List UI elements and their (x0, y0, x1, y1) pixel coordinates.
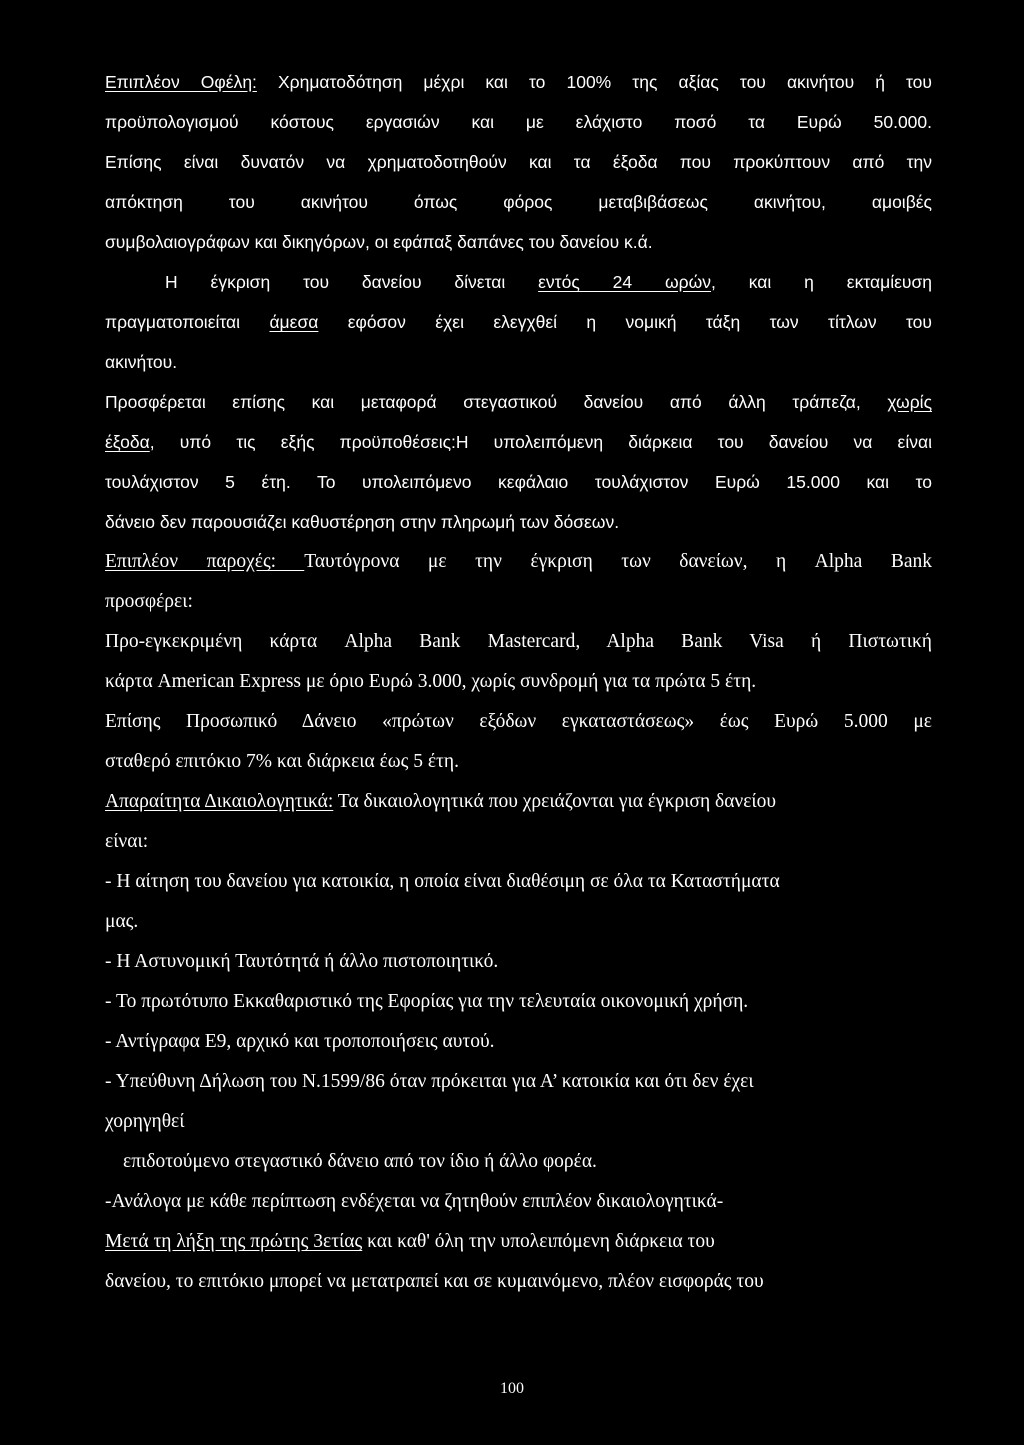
text-span: Προ-εγκεκριμένη κάρτα Alpha Bank Mastercard, Alpha Bank Visa ή Πιστωτική (105, 631, 932, 652)
text-span: - Η Αστυνομική Ταυτότητά ή άλλο πιστοποιητικό. (105, 951, 499, 972)
underlined-text: χωρίς (887, 392, 932, 412)
document-body (105, 62, 932, 1302)
text-line (105, 702, 932, 742)
underlined-text: Επιπλέον Οφέλη: (105, 72, 257, 92)
text-line (105, 1142, 932, 1182)
text-span: - Αντίγραφα Ε9, αρχικό και τροποποιήσεις αυτού. (105, 1031, 495, 1052)
text-line (105, 222, 932, 262)
text-line (105, 342, 932, 382)
text-span: τουλάχιστον 5 έτη. Το υπολειπόμενο κεφάλαιο τουλάχιστον Ευρώ 15.000 και το (105, 472, 932, 492)
text-span: προσφέρει: (105, 591, 193, 612)
text-span: Επίσης είναι δυνατόν να χρηματοδοτηθούν και τα έξοδα που προκύπτουν από την (105, 152, 932, 172)
text-line (105, 182, 932, 222)
text-span: εφόσον έχει ελεγχθεί η νομική τάξη των τίτλων του (318, 312, 932, 332)
text-line (105, 262, 932, 302)
text-line (105, 542, 932, 582)
text-span: Προσφέρεται επίσης και μεταφορά στεγαστικού δανείου από άλλη τράπεζα, (105, 392, 888, 412)
underlined-text: εντός 24 ωρών (538, 272, 712, 292)
text-line (105, 1022, 932, 1062)
underlined-text: Απαραίτητα Δικαιολογητικά: (105, 791, 334, 812)
text-span: Τα δικαιολογητικά που χρειάζονται για έγκριση δανείου (333, 791, 777, 812)
text-line (105, 942, 932, 982)
text-line (105, 982, 932, 1022)
text-line (105, 1222, 932, 1262)
text-line (105, 1262, 932, 1302)
text-line (105, 422, 932, 462)
text-span: - Υπεύθυνη Δήλωση του Ν.1599/86 όταν πρόκειται για Α’ κατοικία και ότι δεν έχει (105, 1071, 754, 1092)
text-span: - Το πρωτότυπο Εκκαθαριστικό της Εφορίας για την τελευταία οικονομική χρήση. (105, 991, 749, 1012)
text-line (105, 662, 932, 702)
text-span: Χρηματοδότηση μέχρι και το 100% της αξίας του ακινήτου ή του (256, 72, 932, 92)
text-span: , υπό τις εξής προϋποθέσεις:Η υπολειπόμενη διάρκεια του δανείου να είναι (149, 432, 932, 452)
text-line (105, 1102, 932, 1142)
text-line (105, 382, 932, 422)
text-line (105, 822, 932, 862)
text-line (105, 502, 932, 542)
text-span: - Η αίτηση του δανείου για κατοικία, η οποία είναι διαθέσιμη σε όλα τα Καταστήματα (105, 871, 780, 892)
text-line (105, 1182, 932, 1222)
page-number: 100 (500, 1380, 524, 1397)
text-span: και καθ' όλη την υπολειπόμενη διάρκεια του (362, 1231, 715, 1252)
text-line (105, 902, 932, 942)
text-span: απόκτηση του ακινήτου όπως φόρος μεταβιβάσεως ακινήτου, αμοιβές (105, 192, 932, 212)
text-span: , και η εκταμίευση (711, 272, 932, 292)
text-span: δανείου, το επιτόκιο μπορεί να μετατραπεί και σε κυμαινόμενο, πλέον εισφοράς του (105, 1271, 764, 1292)
underlined-text: έξοδα (105, 432, 150, 452)
text-span: -Ανάλογα με κάθε περίπτωση ενδέχεται να ζητηθούν επιπλέον δικαιολογητικά- (105, 1191, 724, 1212)
text-line (105, 742, 932, 782)
text-span: συμβολαιογράφων και δικηγόρων, οι εφάπαξ δαπάνες του δανείου κ.ά. (105, 232, 653, 252)
text-line (105, 1062, 932, 1102)
text-span: πραγματοποιείται (105, 312, 270, 332)
text-span: Η έγκριση του δανείου δίνεται (165, 272, 539, 292)
text-span: δάνειο δεν παρουσιάζει καθυστέρηση στην πληρωμή των δόσεων. (105, 512, 620, 532)
text-line (105, 622, 932, 662)
text-span: χορηγηθεί (105, 1111, 185, 1132)
text-line (105, 782, 932, 822)
underlined-text: Επιπλέον παροχές: (105, 551, 305, 572)
underlined-text: Μετά τη λήξη της πρώτης 3ετίας (105, 1231, 363, 1252)
text-line (105, 582, 932, 622)
text-line (105, 142, 932, 182)
text-span: σταθερό επιτόκιο 7% και διάρκεια έως 5 έτη. (105, 751, 459, 772)
text-line (105, 62, 932, 102)
text-span: προϋπολογισμού κόστους εργασιών και με ελάχιστο ποσό τα Ευρώ 50.000. (105, 112, 932, 132)
text-line (105, 302, 932, 342)
text-span: Επίσης Προσωπικό Δάνειο «πρώτων εξόδων εγκαταστάσεως» έως Ευρώ 5.000 με (105, 711, 932, 732)
text-line (105, 462, 932, 502)
underlined-text: άμεσα (269, 312, 319, 332)
text-span: είναι: (105, 831, 149, 852)
text-line (105, 102, 932, 142)
text-line (105, 862, 932, 902)
text-span: επιδοτούμενο στεγαστικό δάνειο από τον ίδιο ή άλλο φορέα. (123, 1151, 597, 1172)
text-span: κάρτα American Express με όριο Ευρώ 3.000, χωρίς συνδρομή για τα πρώτα 5 έτη. (105, 671, 757, 692)
text-span: ακινήτου. (105, 352, 178, 372)
text-span: Ταυτόγρονα με την έγκριση των δανείων, η Alpha Bank (304, 551, 933, 572)
text-span: μας. (105, 911, 139, 932)
